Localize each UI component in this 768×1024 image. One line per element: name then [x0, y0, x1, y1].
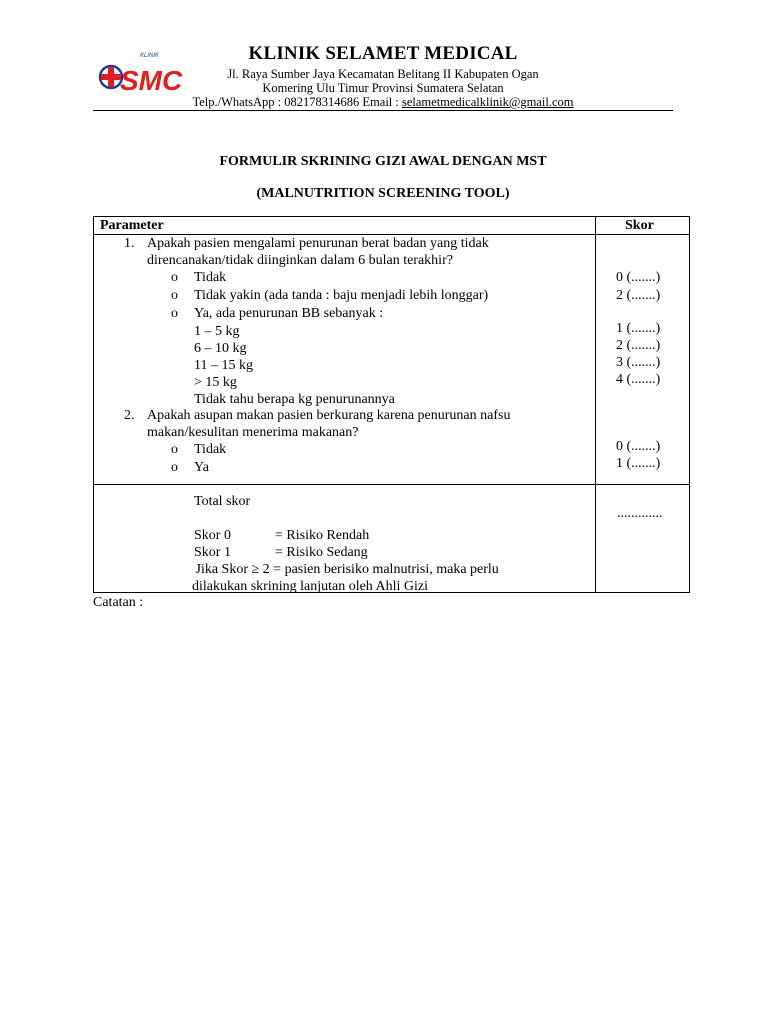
question-2-line-2: makan/kesulitan menerima makanan? — [147, 425, 359, 440]
contact-line — [173, 94, 593, 110]
q1-sub-6-10kg: 6 – 10 kg — [194, 341, 247, 356]
q1-sub-1-5kg: 1 – 5 kg — [194, 324, 240, 339]
score-q1-over-15kg[interactable]: 4 (.......) — [616, 372, 661, 387]
q2-option-tidak: Tidak — [194, 442, 227, 457]
bullet: o — [171, 306, 178, 321]
total-skor-value[interactable]: ............. — [617, 506, 663, 521]
question-1-number: 1. — [124, 236, 135, 251]
email-link[interactable]: selametmedicalklinik@gmail.com — [401, 95, 574, 109]
col-header-parameter: Parameter — [100, 218, 164, 233]
skor-1-label: Skor 1 — [194, 545, 231, 560]
catatan-label: Catatan : — [93, 595, 144, 610]
score-q2-tidak[interactable]: 0 (.......) — [616, 439, 661, 454]
letterhead — [93, 40, 673, 111]
q2-option-ya: Ya — [194, 460, 209, 475]
skor-0-risk: = Risiko Rendah — [275, 528, 370, 543]
bullet: o — [171, 270, 178, 285]
form-subtitle: (MALNUTRITION SCREENING TOOL) — [256, 186, 510, 201]
score-q1-6-10kg[interactable]: 2 (.......) — [616, 338, 661, 353]
question-2-line-1: Apakah asupan makan pasien berkurang karena penurunan nafsu — [147, 408, 511, 423]
bullet: o — [171, 460, 178, 475]
screening-table — [93, 216, 690, 593]
skor-1-risk: = Risiko Sedang — [275, 545, 368, 560]
q1-option-tidak-yakin: Tidak yakin (ada tanda : baju menjadi lebih longgar) — [194, 288, 489, 303]
q1-sub-11-15kg: 11 – 15 kg — [194, 358, 253, 373]
total-skor-label: Total skor — [194, 494, 251, 509]
score-q2-ya[interactable]: 1 (.......) — [616, 456, 661, 471]
bullet: o — [171, 442, 178, 457]
skor-0-label: Skor 0 — [194, 528, 231, 543]
clinic-logo-icon — [98, 48, 183, 98]
score-q1-1-5kg[interactable]: 1 (.......) — [616, 321, 661, 336]
address-line-2: Komering Ulu Timur Provinsi Sumatera Selatan — [262, 81, 504, 95]
clinic-name: KLINIK SELAMET MEDICAL — [248, 43, 518, 64]
score-q1-tidak[interactable]: 0 (.......) — [616, 270, 661, 285]
total-divider — [94, 484, 689, 485]
logo-text: SMC — [120, 65, 183, 96]
q1-sub-unknown: Tidak tahu berapa kg penurunannya — [194, 392, 395, 407]
bullet: o — [171, 288, 178, 303]
form-title: FORMULIR SKRINING GIZI AWAL DENGAN MST — [219, 154, 547, 169]
question-1-line-2: direncanakan/tidak diinginkan dalam 6 bulan terakhir? — [147, 253, 453, 268]
q1-sub-over-15kg: > 15 kg — [194, 375, 237, 390]
risk-note-line-2: dilakukan skrining lanjutan oleh Ahli Gizi — [192, 579, 429, 594]
question-1-line-1: Apakah pasien mengalami penurunan berat badan yang tidak — [147, 236, 489, 251]
score-q1-11-15kg[interactable]: 3 (.......) — [616, 355, 661, 370]
q1-option-ya: Ya, ada penurunan BB sebanyak : — [194, 306, 384, 321]
question-2-number: 2. — [124, 408, 135, 423]
col-header-skor: Skor — [625, 218, 654, 233]
column-divider — [595, 217, 596, 592]
address-line-1: Jl. Raya Sumber Jaya Kecamatan Belitang II Kabupaten Ogan — [227, 67, 539, 81]
q1-option-tidak: Tidak — [194, 270, 227, 285]
logo-small-text: KLINIK — [140, 53, 160, 59]
score-q1-tidak-yakin[interactable]: 2 (.......) — [616, 288, 661, 303]
contact-prefix: Telp./WhatsApp : 082178314686 Email : — [192, 95, 402, 109]
risk-note-line-1: Jika Skor ≥ 2 = pasien berisiko malnutrisi, maka perlu — [192, 562, 499, 577]
